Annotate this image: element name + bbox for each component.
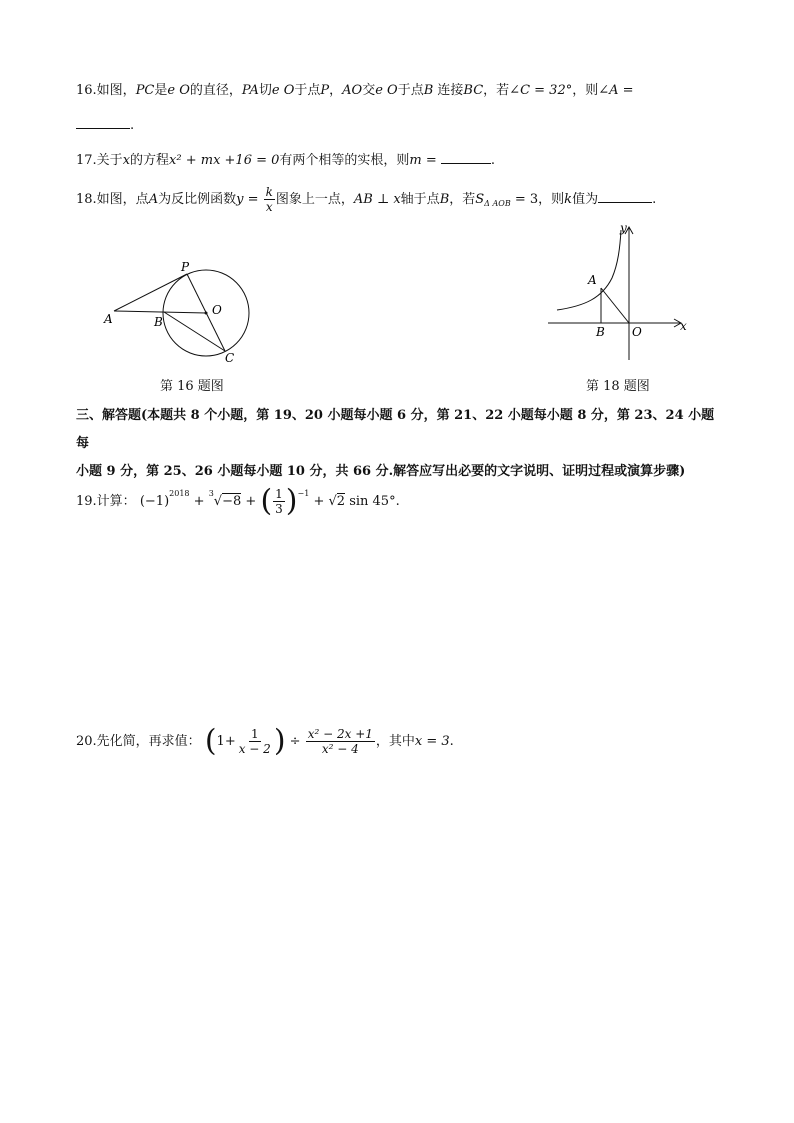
figure-16	[100, 260, 280, 370]
figure-16-caption: 第 16 题图	[160, 379, 224, 394]
question-16-line2: .	[76, 114, 134, 135]
question-16-line1: 16.如图，PC是e O的直径，PA切e O于点P，AO交e O于点B 连接BC，若∠C = 32°，则∠A =	[76, 83, 634, 98]
fraction-k-over-x: $\frac{k}{x}$	[265, 185, 273, 214]
question-18: 18.如图，点A为反比例函数y = $\frac{k}{x}$ 图象上一点，AB ⊥ x轴于点B，若$S_{\Delta AOB} = 3$，则k值为 .	[76, 185, 657, 214]
label-b: B	[154, 315, 163, 329]
label-a: A	[588, 273, 597, 287]
fraction-one-third: $\frac{1}{3}$	[275, 487, 283, 516]
cube-root: $^3$√−8	[208, 489, 242, 509]
segment-ao	[601, 288, 629, 323]
label-x: x	[680, 319, 687, 333]
section-3-heading: 三、解答题(本题共 8 个小题，第 19、20 小题每小题 6 分，第 21、22 小题每小题 8 分，第 23、24 小题每 小题 9 分，第 25、26 小题每小题 10 分，共 66 分.解答应写出必要的文字说明、证明过程或演算步骤)	[76, 408, 715, 479]
label-b: B	[596, 325, 605, 339]
tangent-pa	[114, 274, 187, 311]
label-c: C	[225, 351, 235, 365]
label-y: y	[620, 221, 627, 235]
label-p: P	[181, 260, 190, 274]
center-dot	[205, 312, 208, 315]
answer-blank-18[interactable]	[598, 188, 652, 203]
line-ao	[114, 311, 206, 313]
question-19: 19.计算： $(-1)^{2018} + ^3√-8$ + ( $\frac{1}{3}$ )$^{-1}$ + √2 sin 45°.	[76, 483, 400, 519]
figure-18-caption: 第 18 题图	[586, 379, 650, 394]
label-o: O	[632, 325, 642, 339]
fraction-1-over-x-minus-2: $\frac{1}{x - 2}$	[238, 727, 271, 756]
figure-18	[540, 220, 700, 365]
fraction-quadratic: $\frac{\text{x² − 2x +1}}{\text{x² − 4}}$	[307, 727, 373, 756]
label-o: O	[212, 303, 222, 317]
answer-blank-16[interactable]	[76, 114, 130, 129]
label-a: A	[104, 312, 113, 326]
question-17: 17.关于x的方程x² + mx +16 = 0有两个相等的实根，则m = .	[76, 149, 495, 170]
question-20: 20.先化简，再求值： (1+ $\frac{1}{x - 2}$ ) ÷ $\frac{\text{x² − 2x +1}}{\text{x² − 4}}$ ，其中x = 3.	[76, 723, 454, 759]
hyperbola-curve	[557, 230, 621, 310]
answer-blank-17[interactable]	[441, 149, 491, 164]
